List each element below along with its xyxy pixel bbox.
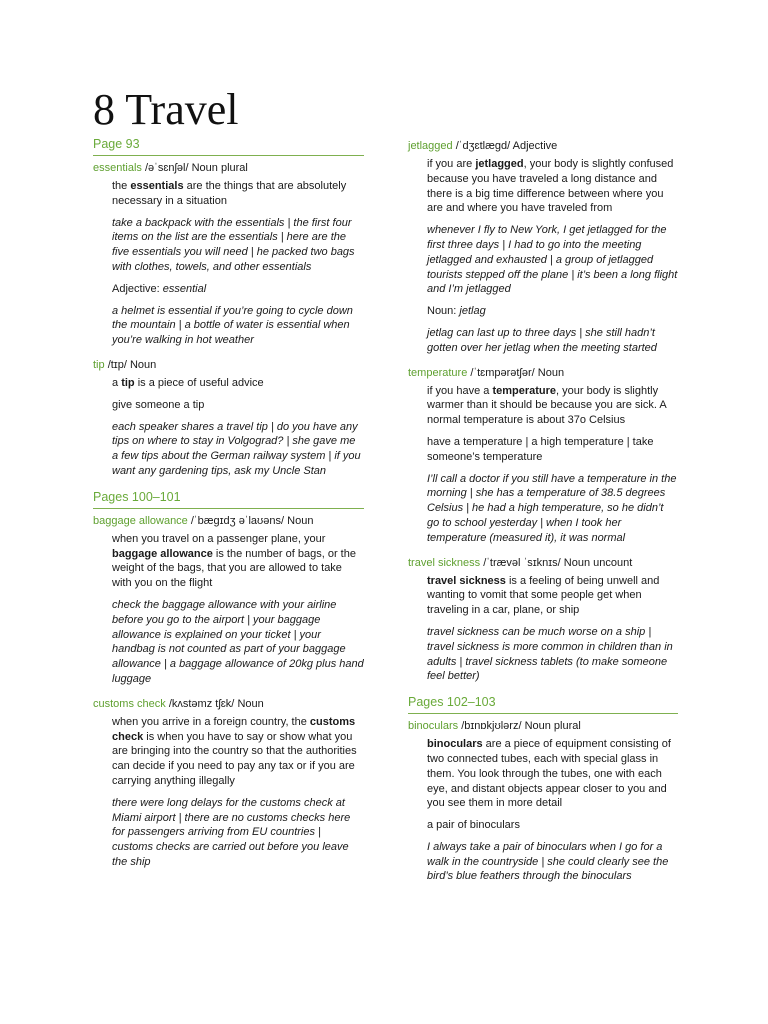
headword: travel sickness xyxy=(408,556,481,569)
headword: binoculars xyxy=(408,720,459,733)
definition-text: the essentials are the things that are absolutely necessary in a situation xyxy=(112,180,347,207)
entry-body xyxy=(408,384,678,546)
dictionary-entry xyxy=(93,514,364,687)
headword: jetlagged xyxy=(408,140,453,152)
right-column xyxy=(408,139,678,894)
definition-text: Adjective: essential xyxy=(112,282,207,295)
entry-body xyxy=(93,179,364,348)
definition-text: Noun: jetlag xyxy=(427,305,486,318)
dictionary-entry xyxy=(408,366,678,546)
definition-text: have a temperature | a high temperature | take someone’s temperature xyxy=(427,435,654,463)
page-title: 8 Travel xyxy=(93,85,239,134)
entry-headline xyxy=(408,139,678,154)
example-text: a helmet is essential if you’re going to cycle down the mountain | a bottle of water is essential when you’re walking in hot weather xyxy=(112,304,353,347)
entry-body xyxy=(93,532,364,687)
example-text: I always take a pair of binoculars when I go for a walk in the countryside | she could clearly see the bird’s blue feathers through the binoculars xyxy=(427,840,669,883)
pronunciation: /ˈtrævəl ˈsɪknɪs/ xyxy=(483,556,561,569)
dictionary-entry xyxy=(408,139,678,356)
part-of-speech: Noun plural xyxy=(191,162,248,174)
example-text: whenever I fly to New York, I get jetlagged for the first three days | I had to go into the meeting jetlagged and exhausted | a group of jetlagged tourists stepped off the plane | it’s been a long flight and I’m jetlagged xyxy=(427,224,678,296)
part-of-speech: Noun uncount xyxy=(563,556,633,569)
part-of-speech: Noun plural xyxy=(524,720,581,733)
example-text: travel sickness can be much worse on a ship | travel sickness is more common in children than in adults | travel sickness tablets (to make someone feel better) xyxy=(427,625,673,683)
definition-text: a tip is a piece of useful advice xyxy=(112,376,264,389)
entry-body xyxy=(93,376,364,479)
headword: customs check xyxy=(93,697,166,710)
example-text: check the baggage allowance with your airline before you go to the airport | your baggage allowance is explained on your ticket | your handbag is not counted as part of your baggage allowance | a baggage allowance of 20kg plus hand luggage xyxy=(112,598,364,685)
definition-text: binoculars are a piece of equipment consisting of two connected tubes, each with special glass in them. You look through the tubes, one with each eye, and distant objects appear closer to you and you see them in more detail xyxy=(427,738,671,810)
pronunciation: /əˈsɛnʃəl/ xyxy=(144,162,189,174)
section-heading: Pages 102–103 xyxy=(408,694,678,714)
part-of-speech: Noun xyxy=(237,697,264,710)
definition-text: when you arrive in a foreign country, the customs check is when you have to say or show what you are bringing into the country so that the authorities can decide if you need to pay any tax or if you are carrying anything illegally xyxy=(112,715,357,787)
part-of-speech: Adjective xyxy=(512,140,558,152)
definition-text: if you have a temperature, your body is slightly warmer than it should be because you are sick. A normal temperature is about 37o Celsius xyxy=(427,384,667,427)
example-text: there were long delays for the customs check at Miami airport | there are no customs checks here for passengers arriving from EU countries | customs checks are carried out before you leave the ship xyxy=(112,796,351,868)
entry-headline xyxy=(93,514,364,529)
example-text: jetlag can last up to three days | she still hadn’t gotten over her jetlag when the meeting started xyxy=(427,326,657,354)
section-heading: Pages 100–101 xyxy=(93,489,364,509)
entry-headline xyxy=(408,366,678,381)
definition-text: a pair of binoculars xyxy=(427,819,520,832)
pronunciation: /ˈtɛmpərətʃər/ xyxy=(470,366,535,379)
definition-text: when you travel on a passenger plane, your baggage allowance is the number of bags, or the weight of the bags, that you are allowed to take with you on the flight xyxy=(112,532,356,590)
pronunciation: /ˈbægɪdʒ əˈlaʊəns/ xyxy=(190,514,285,527)
entry-body xyxy=(408,737,678,884)
dictionary-entry xyxy=(93,358,364,479)
example-text: I’ll call a doctor if you still have a temperature in the morning | she has a temperature of 38.5 degrees Celsius | he had a high temperature, so he didn’t go to school yesterday | when I took her temperature (measured it), it was normal xyxy=(427,472,677,544)
entry-body xyxy=(408,574,678,685)
entry-body xyxy=(408,157,678,356)
entry-headline xyxy=(93,161,364,176)
entry-headline xyxy=(93,697,364,712)
example-text: take a backpack with the essentials | the first four items on the list are the essentials | here are the five essentials you will need | he packed two bags with clothes, towels, and other essentials xyxy=(112,216,355,273)
headword: baggage allowance xyxy=(93,514,188,527)
example-text: each speaker shares a travel tip | do you have any tips on where to stay in Volgograd? | she gave me a few tips about the German railway system | if you want any gardening tips, ask my Uncle Stan xyxy=(112,420,361,477)
pronunciation: /bɪnɒkjʊlərz/ xyxy=(461,720,522,733)
part-of-speech: Noun xyxy=(287,514,314,527)
headword: temperature xyxy=(408,366,468,379)
headword: essentials xyxy=(93,162,142,174)
entry-headline xyxy=(93,358,364,373)
left-column xyxy=(93,136,364,880)
dictionary-entry xyxy=(408,719,678,884)
definition-text: travel sickness is a feeling of being unwell and wanting to vomit that some people get when traveling in a car, plane, or ship xyxy=(427,574,660,617)
definition-text: if you are jetlagged, your body is slightly confused because you have traveled a long distance and there is a big time difference between where you are and where you have traveled from xyxy=(427,158,674,215)
definition-text: give someone a tip xyxy=(112,398,205,411)
pronunciation: /ˈdʒɛtlægd/ xyxy=(455,140,511,152)
part-of-speech: Noun xyxy=(537,366,565,379)
pronunciation: /tɪp/ xyxy=(107,358,127,371)
dictionary-entry xyxy=(93,161,364,348)
pronunciation: /kʌstəmz tʃɛk/ xyxy=(168,697,235,710)
entry-body xyxy=(93,715,364,870)
entry-headline xyxy=(408,556,678,571)
part-of-speech: Noun xyxy=(129,358,157,371)
entry-headline xyxy=(408,719,678,734)
headword: tip xyxy=(93,358,105,371)
dictionary-entry xyxy=(408,556,678,685)
section-heading: Page 93 xyxy=(93,136,364,156)
dictionary-entry xyxy=(93,697,364,870)
